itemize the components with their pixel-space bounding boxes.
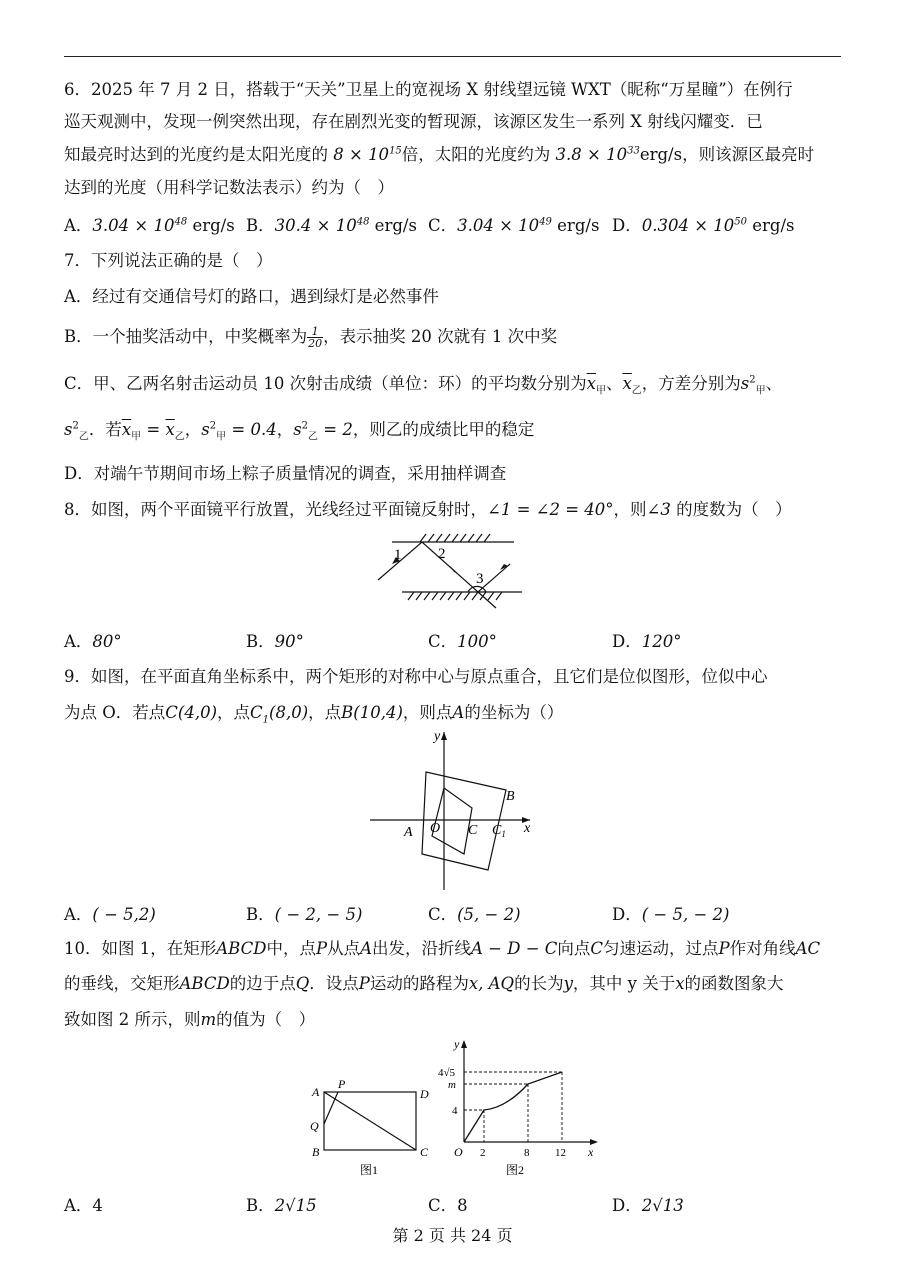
q9-line1: 9．如图，在平面直角坐标系中，两个矩形的对称中心与原点重合，且它们是位似图形，位似中心 [64,667,768,686]
rectangle-abcd-figure [304,1076,434,1180]
similar-rectangles-figure [368,728,540,892]
point-c1-label: $C_1$ [492,823,506,839]
bottom-mirror-hatching [408,592,502,600]
q6-option-c: C．$3.04 \times 10^{49}$ erg/s [428,216,600,235]
q6-line1: 6．2025 年 7 月 2 日，搭载于“天关”卫星上的宽视场 X 射线望远镜 WXT（昵称“万星瞳”）在例行 [64,80,793,99]
tick-m: m [448,1079,456,1091]
parallel-mirrors-figure [370,528,530,610]
x-axis-label: x [524,821,531,836]
top-rule [64,56,841,57]
arrow-icon [450,566,457,573]
y-axis-arrow-icon [441,732,447,740]
q9-line2: 为点 O．若点C(4,0)，点$C_1(8,0)$，点B(10,4)，则点A的坐标为（） [64,703,564,726]
angle-2-label: 2 [438,546,446,562]
q6-line2: 巡天观测中，发现一例突然出现，存在剧烈光变的暂现源，该源区发生一系列 X 射线闪耀变．已 [64,112,763,131]
q9-option-a: A．( − 5,2) [64,905,156,924]
q10-option-a: A．4 [64,1196,103,1215]
function-curve [464,1072,562,1142]
q8-option-c: C．100° [428,632,497,651]
fig1-label-q: Q [310,1119,319,1133]
tick-4-root-5: 4√5 [438,1067,456,1079]
angle-3-label: 3 [476,571,484,587]
y-axis-arrow-icon [461,1040,467,1048]
q10-option-d: D．2√13 [612,1196,684,1215]
q10-line3: 致如图 2 所示，则m的值为（ ） [64,1010,316,1029]
tick-x-8: 8 [524,1147,530,1159]
fig1-label-c: C [420,1145,429,1159]
q7-option-c-line2: $s^2_乙$．若$\overline{x}_甲 = \overline{x}_乙$，$s^2_甲 = 0.4$，$s^2_乙 = 2$，则乙的成绩比甲的稳定 [64,420,535,443]
top-mirror-hatching [420,534,490,542]
fig2-origin-label: O [454,1145,463,1159]
fig2-y-label: y [454,1038,460,1051]
q8-option-a: A．80° [64,632,122,651]
page-footer: 第 2 页 共 24 页 [392,1226,513,1245]
q6-option-d: D．$0.304 \times 10^{50}$ erg/s [612,216,795,235]
q6-option-a: A．$3.04 \times 10^{48}$ erg/s [64,216,235,235]
q7-option-a: A．经过有交通信号灯的路口，遇到绿灯是必然事件 [64,287,439,306]
point-c-label: C [468,823,478,838]
q10-option-c: C．8 [428,1196,468,1215]
q7-option-b: B．一个抽奖活动中，中奖概率为 $\frac{1}{20}$ ，表示抽奖 20 次就有 1 次中奖 [64,325,558,350]
q7-option-c-line1: C．甲、乙两名射击运动员 10 次射击成绩（单位：环）的平均数分别为$\overline{x}_甲$、$\overline{x}_乙$，方差分别为$s^2_甲$、 [64,374,783,397]
q9-option-c: C．(5, − 2) [428,905,521,924]
fraction-1-20: $\frac{1}{20}$ [308,325,323,350]
fig1-label-p: P [338,1077,346,1091]
q8-option-d: D．120° [612,632,682,651]
fig1-caption: 图1 [360,1163,379,1177]
fig1-label-d: D [420,1087,429,1101]
q8-stem: 8．如图，两个平面镜平行放置，光线经过平面镜反射时，∠1 = ∠2 = 40°，则∠3 的度数为（ ） [64,500,792,519]
tick-x-2: 2 [480,1147,486,1159]
q9-option-b: B．( − 2, − 5) [246,905,363,924]
q6-line3: 知最亮时达到的光度约是太阳光度的 $8 \times 10^{15}$倍，太阳的光度约为 $3.8 \times 10^{33}erg/s$，则该源区最亮时 [64,145,815,164]
q10-line1: 10．如图 1，在矩形ABCD中，点P从点A出发，沿折线A − D − C向点C匀速运动，过点P作对角线AC [64,939,821,958]
fig2-caption: 图2 [506,1163,525,1177]
fig2-x-label: x [588,1145,594,1159]
q6-option-b: B．$30.4 \times 10^{48}$ erg/s [246,216,417,235]
diagonal-ac [324,1092,416,1150]
q8-option-b: B．90° [246,632,304,651]
guide-lines [464,1072,562,1142]
fig1-label-a: A [312,1085,320,1099]
q9-option-d: D．( − 5, − 2) [612,905,730,924]
q7-stem: 7．下列说法正确的是（ ） [64,251,273,270]
fig1-label-b: B [312,1145,320,1159]
angle-1-label: 1 [394,547,402,563]
q6-line4: 达到的光度（用科学记数法表示）约为（ ） [64,178,394,197]
point-a-label: A [404,825,413,840]
q10-line2: 的垂线，交矩形ABCD的边于点Q．设点P运动的路程为x, AQ的长为y，其中 y 关于x的函数图象大 [64,974,784,993]
point-b-label: B [506,789,515,804]
function-graph-figure [434,1038,604,1182]
tick-x-12: 12 [555,1147,566,1159]
origin-label: O [430,821,441,836]
q10-option-b: B．2√15 [246,1196,317,1215]
tick-4: 4 [452,1105,458,1117]
y-axis-label: y [434,729,441,744]
q7-option-d: D．对端午节期间市场上粽子质量情况的调查，采用抽样调查 [64,464,507,483]
